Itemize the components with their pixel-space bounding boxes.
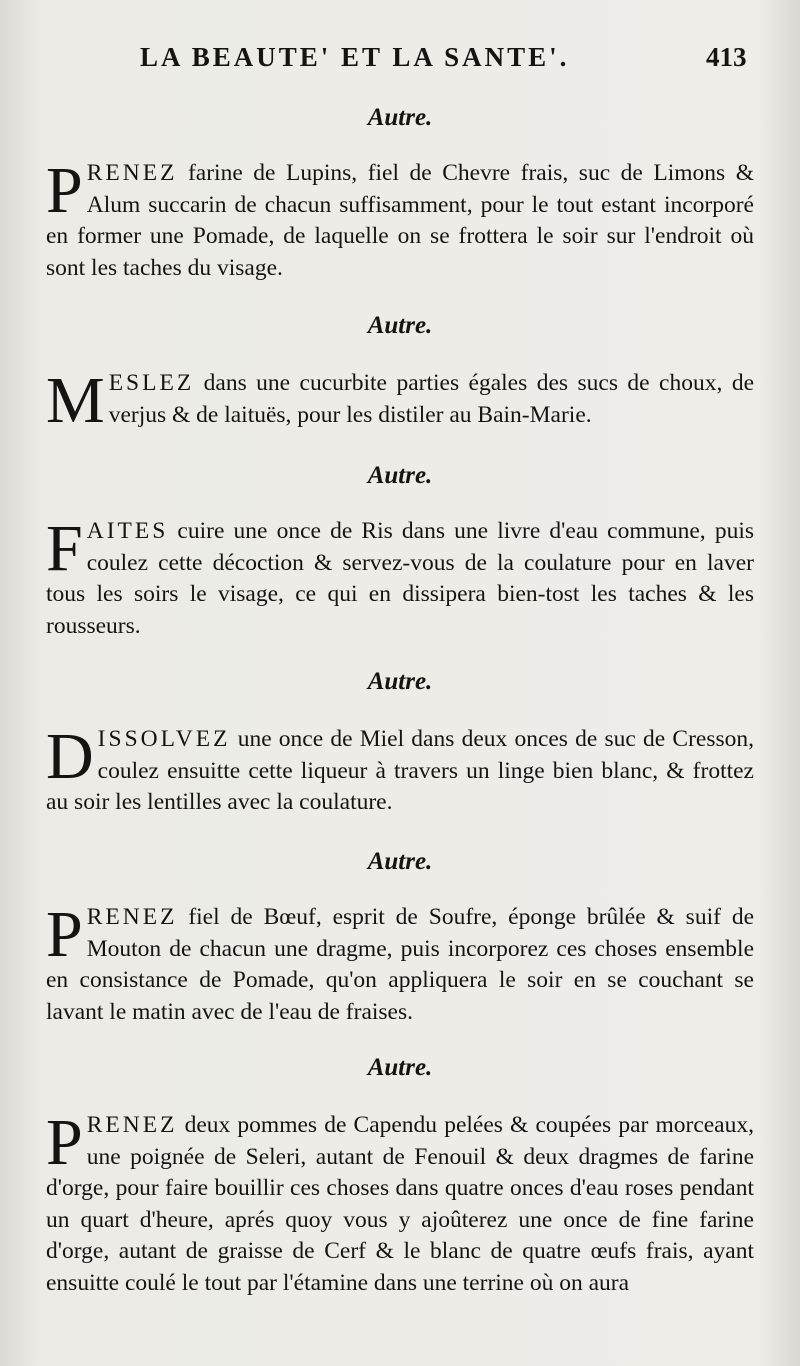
paragraph-text: cuire une once de Ris dans une livre d'eau commune, puis coulez cette décoction & servez-vous de la coulature pour en laver tous les soirs le visage, ce qui en dissipera bien-tost les taches & les rousseurs. — [46, 518, 754, 639]
drop-cap: M — [46, 364, 105, 437]
section-heading: Autre. — [367, 104, 433, 131]
recipe-paragraph — [46, 898, 754, 1028]
lead-word: ESLEZ — [108, 370, 195, 396]
lead-word: AITES — [86, 518, 169, 544]
drop-cap: F — [46, 512, 83, 585]
section-heading: Autre. — [367, 462, 433, 489]
recipe-paragraph — [46, 512, 754, 642]
paragraph-text: fiel de Bœuf, esprit de Soufre, éponge brûlée & suif de Mouton de chacun une dragme, puis incorporez ces choses ensemble en consistance de Pomade, qu'on appliquera le soir en se couchant se lavant le matin avec de l'eau de fraises. — [46, 904, 754, 1025]
page-number: 413 — [706, 42, 747, 72]
recipe-paragraph — [46, 1106, 754, 1299]
section-heading: Autre. — [367, 1054, 433, 1081]
section-heading: Autre. — [367, 848, 433, 875]
lead-word: RENEZ — [86, 1112, 178, 1138]
drop-cap: P — [46, 1106, 83, 1179]
lead-word: ISSOLVEZ — [97, 726, 231, 752]
recipe-paragraph — [46, 154, 754, 284]
section-heading: Autre. — [367, 312, 433, 339]
lead-word: RENEZ — [86, 160, 178, 186]
paragraph-text: une once de Miel dans deux onces de suc de Cresson, coulez ensuitte cette liqueur à travers un linge bien blanc, & frottez au soir les lentilles avec la coulature. — [46, 726, 754, 815]
recipe-paragraph — [46, 364, 754, 437]
section-heading: Autre. — [367, 668, 433, 695]
drop-cap: P — [46, 154, 83, 227]
lead-word: RENEZ — [86, 904, 178, 930]
running-title: LA BEAUTE' ET LA SANTE'. — [140, 42, 570, 72]
drop-cap: D — [46, 720, 94, 793]
paragraph-text: farine de Lupins, fiel de Chevre frais, suc de Limons & Alum succarin de chacun suffisamment, pour le tout estant incorporé en former une Pomade, de laquelle on se frottera le soir sur l'endroit où sont les taches du visage. — [46, 160, 754, 281]
paragraph-text: dans une cucurbite parties égales des sucs de choux, de verjus & de laituës, pour les distiler au Bain-Marie. — [108, 370, 754, 428]
drop-cap: P — [46, 898, 83, 971]
page-header — [0, 40, 800, 80]
paragraph-text: deux pommes de Capendu pelées & coupées par morceaux, une poignée de Seleri, autant de Fenouil & deux dragmes de farine d'orge, pour faire bouillir ces choses dans quatre onces d'eau roses pendant un quart d'heure, aprés quoy vous y ajoûterez une once de fine farine d'orge, autant de graisse de Cerf & le blanc de quatre œufs frais, ayant ensuitte coulé le tout par l'étamine dans une terrine où on aura — [46, 1112, 754, 1296]
recipe-paragraph — [46, 720, 754, 819]
